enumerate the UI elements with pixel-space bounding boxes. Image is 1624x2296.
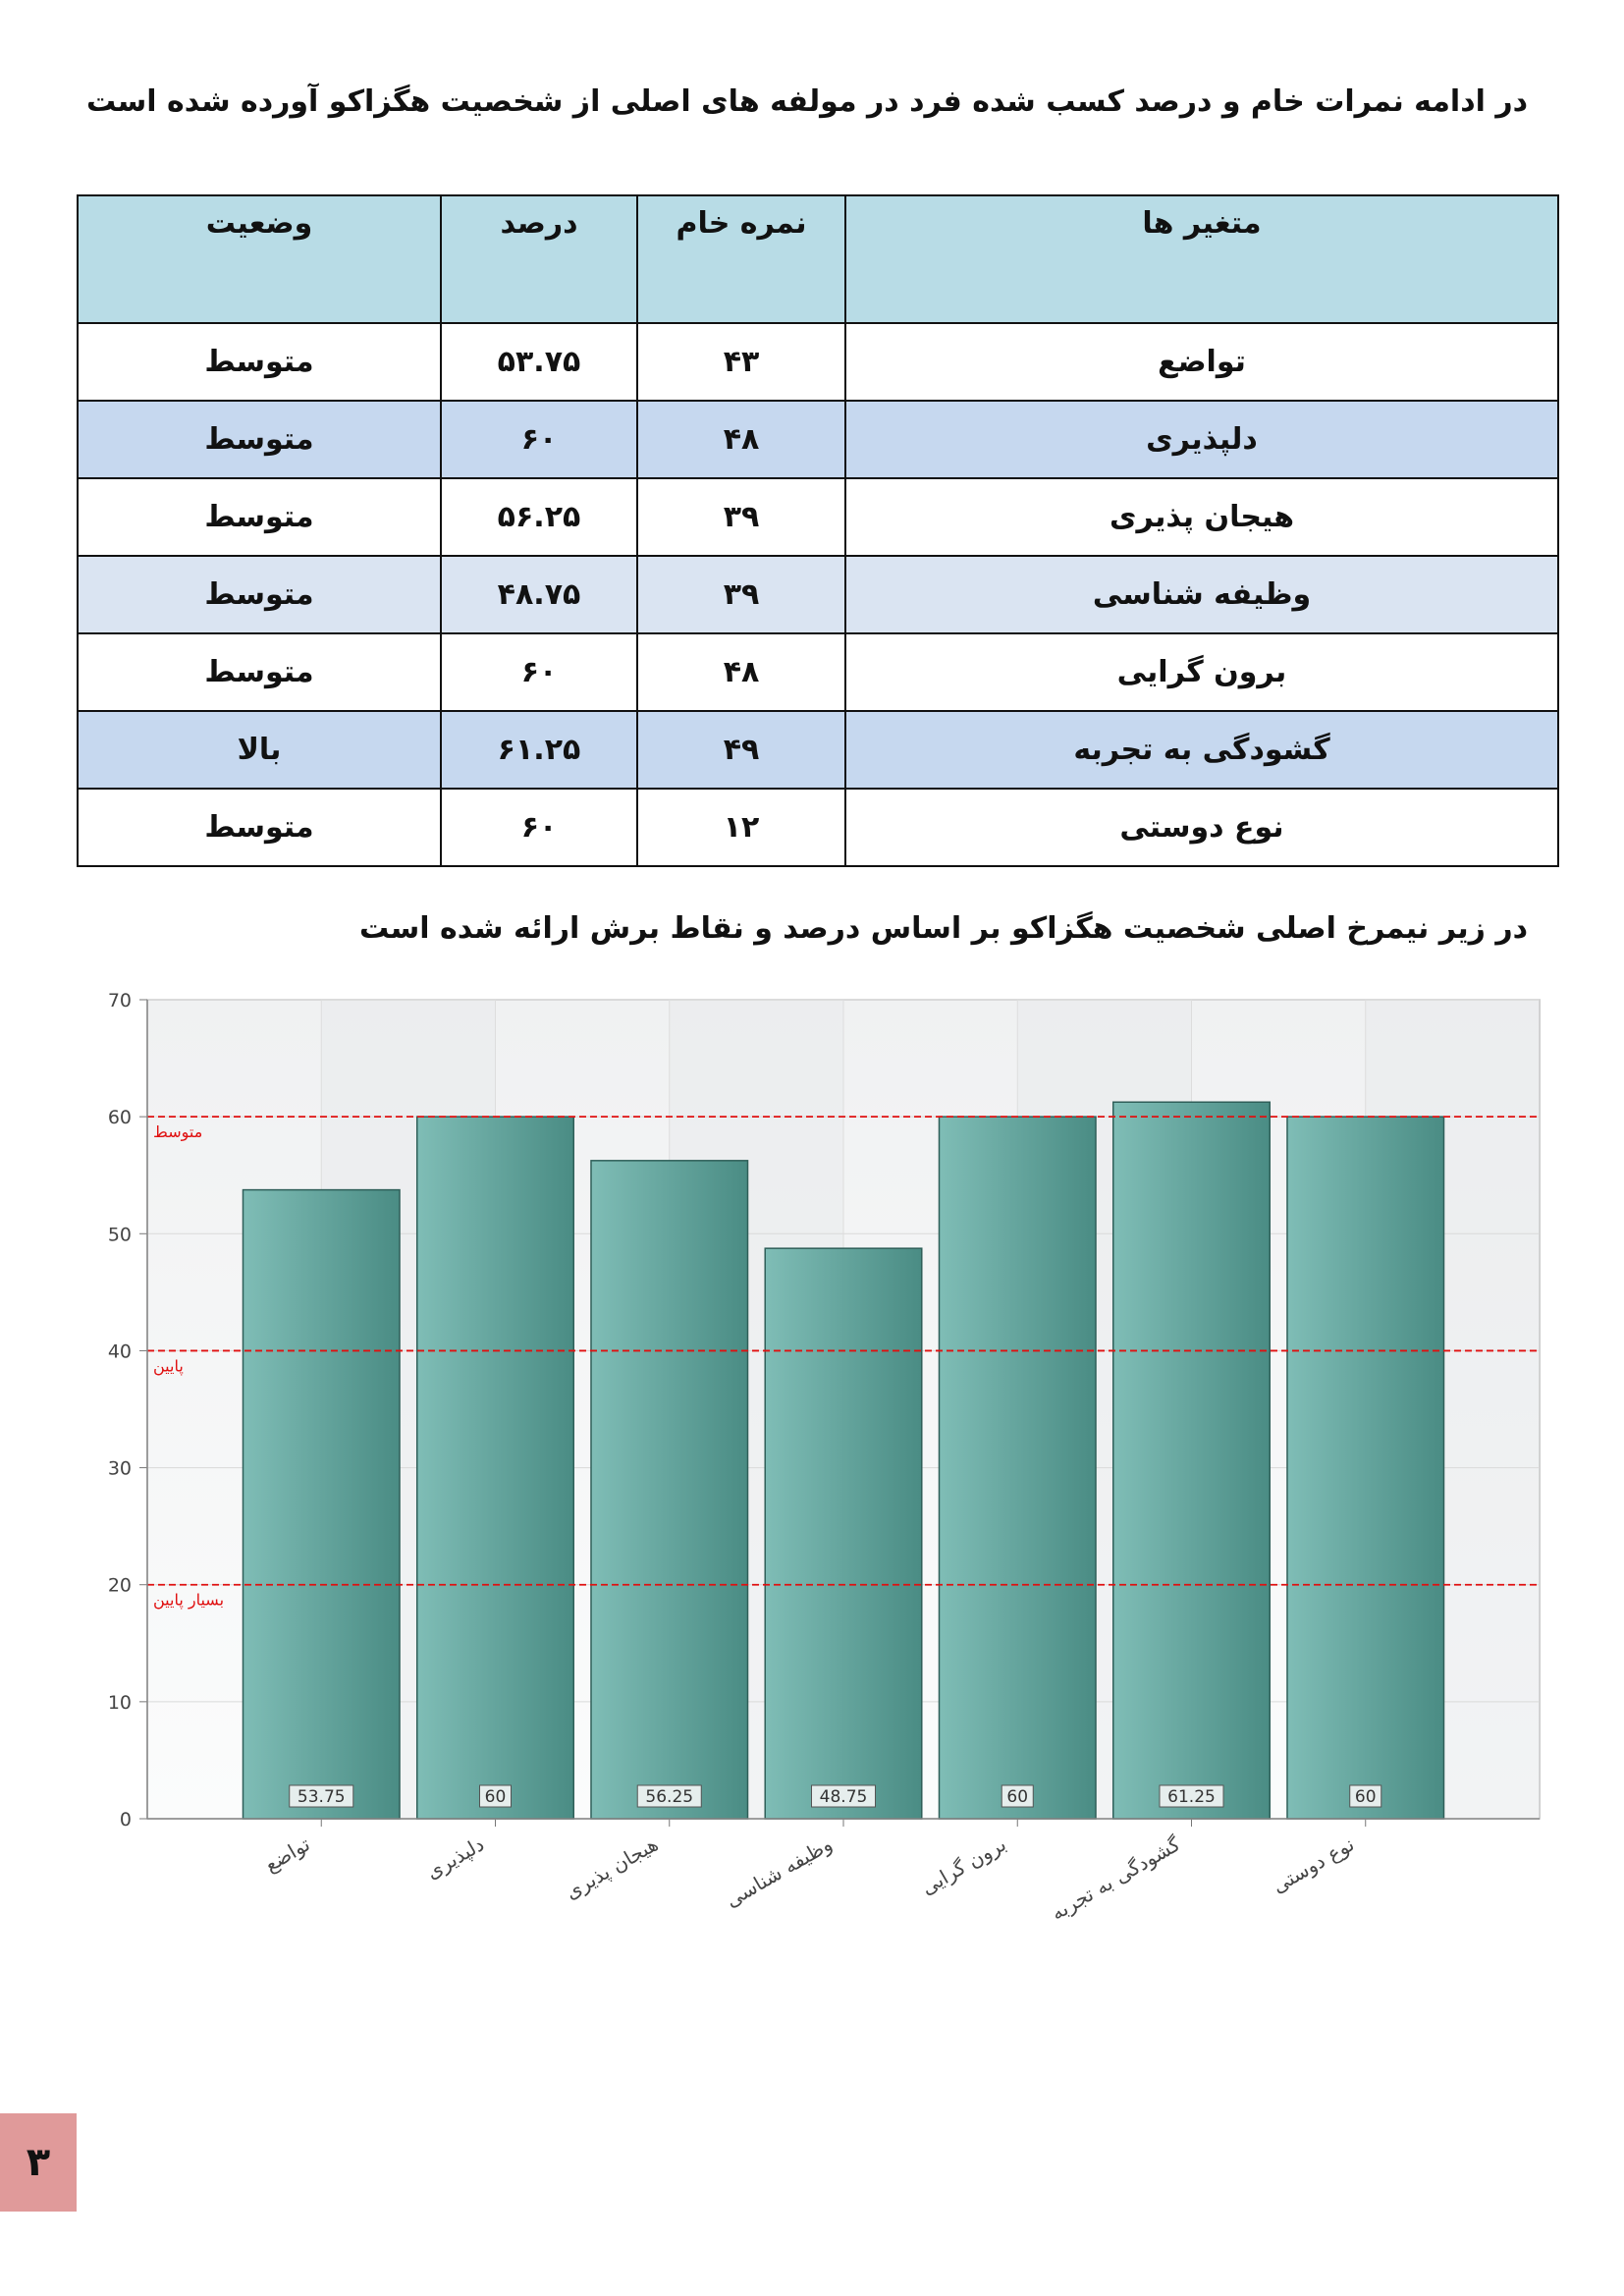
cell-status: متوسط [78, 323, 441, 401]
x-tick-label: تواضع [260, 1831, 314, 1877]
cell-raw: ۴۸ [637, 401, 845, 478]
profile-bar-chart [69, 978, 1561, 1950]
cell-variable: هیجان پذیری [845, 478, 1558, 556]
header-percent: درصد [441, 195, 637, 323]
cell-percent: ۵۶.۲۵ [441, 478, 637, 556]
chart-heading: در زیر نیمرخ اصلی شخصیت هگزاکو بر اساس درصد و نقاط برش ارائه شده است [359, 911, 1528, 946]
y-tick-label: 40 [107, 1340, 132, 1363]
intro-heading: در ادامه نمرات خام و درصد کسب شده فرد در مولفه های اصلی از شخصیت هگزاکو آورده شده است [86, 84, 1528, 119]
threshold-label: پایین [153, 1356, 184, 1376]
header-status: وضعیت [78, 195, 441, 323]
x-tick-label: برون گرایی [916, 1831, 1010, 1900]
y-tick-label: 30 [107, 1457, 132, 1480]
value-label: 48.75 [819, 1787, 868, 1807]
cell-status: متوسط [78, 401, 441, 478]
bar [1287, 1117, 1444, 1819]
table-row [78, 789, 1558, 866]
header-variable: متغیر ها [845, 195, 1558, 323]
cell-variable: نوع دوستی [845, 789, 1558, 866]
cell-status: متوسط [78, 789, 441, 866]
table-header-row [78, 195, 1558, 323]
bar [417, 1117, 574, 1819]
cell-percent: ۶۰ [441, 633, 637, 711]
value-label: 56.25 [645, 1787, 694, 1807]
x-tick-label: دلپذیری [421, 1831, 488, 1885]
cell-raw: ۱۲ [637, 789, 845, 866]
y-tick-label: 60 [107, 1107, 132, 1129]
bar [591, 1161, 748, 1819]
cell-raw: ۴۸ [637, 633, 845, 711]
cell-variable: تواضع [845, 323, 1558, 401]
page-number: ۳ [0, 2113, 77, 2212]
cell-status: متوسط [78, 478, 441, 556]
table-row [78, 401, 1558, 478]
bar [765, 1248, 922, 1819]
cell-raw: ۴۹ [637, 711, 845, 789]
bar [939, 1117, 1096, 1819]
cell-raw: ۳۹ [637, 478, 845, 556]
y-tick-label: 70 [107, 990, 132, 1011]
y-tick-label: 0 [119, 1809, 132, 1831]
value-label: 60 [484, 1787, 507, 1807]
cell-percent: ۶۱.۲۵ [441, 711, 637, 789]
table-row [78, 633, 1558, 711]
value-label: 53.75 [297, 1787, 346, 1807]
cell-percent: ۵۳.۷۵ [441, 323, 637, 401]
cell-percent: ۶۰ [441, 789, 637, 866]
value-label: 60 [1354, 1787, 1377, 1807]
x-tick-label: گشودگی به تجربه [1047, 1831, 1184, 1926]
header-raw-score: نمره خام [637, 195, 845, 323]
cell-variable: دلپذیری [845, 401, 1558, 478]
bar [243, 1190, 400, 1819]
cell-variable: برون گرایی [845, 633, 1558, 711]
x-tick-label: نوع دوستی [1268, 1831, 1359, 1898]
cell-variable: گشودگی به تجربه [845, 711, 1558, 789]
value-label: 60 [1006, 1787, 1029, 1807]
y-tick-label: 10 [107, 1691, 132, 1714]
cell-variable: وظیفه شناسی [845, 556, 1558, 633]
cell-raw: ۳۹ [637, 556, 845, 633]
cell-percent: ۴۸.۷۵ [441, 556, 637, 633]
cell-raw: ۴۳ [637, 323, 845, 401]
value-label: 61.25 [1167, 1787, 1216, 1807]
cell-percent: ۶۰ [441, 401, 637, 478]
scores-table [77, 194, 1559, 867]
threshold-label: بسیار پایین [153, 1590, 225, 1610]
cell-status: بالا [78, 711, 441, 789]
cell-status: متوسط [78, 556, 441, 633]
y-tick-label: 20 [107, 1574, 132, 1597]
y-tick-label: 50 [107, 1224, 132, 1246]
table-row [78, 478, 1558, 556]
threshold-label: متوسط [153, 1122, 203, 1142]
cell-status: متوسط [78, 633, 441, 711]
table-row [78, 323, 1558, 401]
bar [1113, 1102, 1271, 1819]
table-row [78, 556, 1558, 633]
x-tick-label: وظیفه شناسی [721, 1831, 837, 1912]
table-row [78, 711, 1558, 789]
x-tick-label: هیجان پذیری [561, 1831, 663, 1904]
